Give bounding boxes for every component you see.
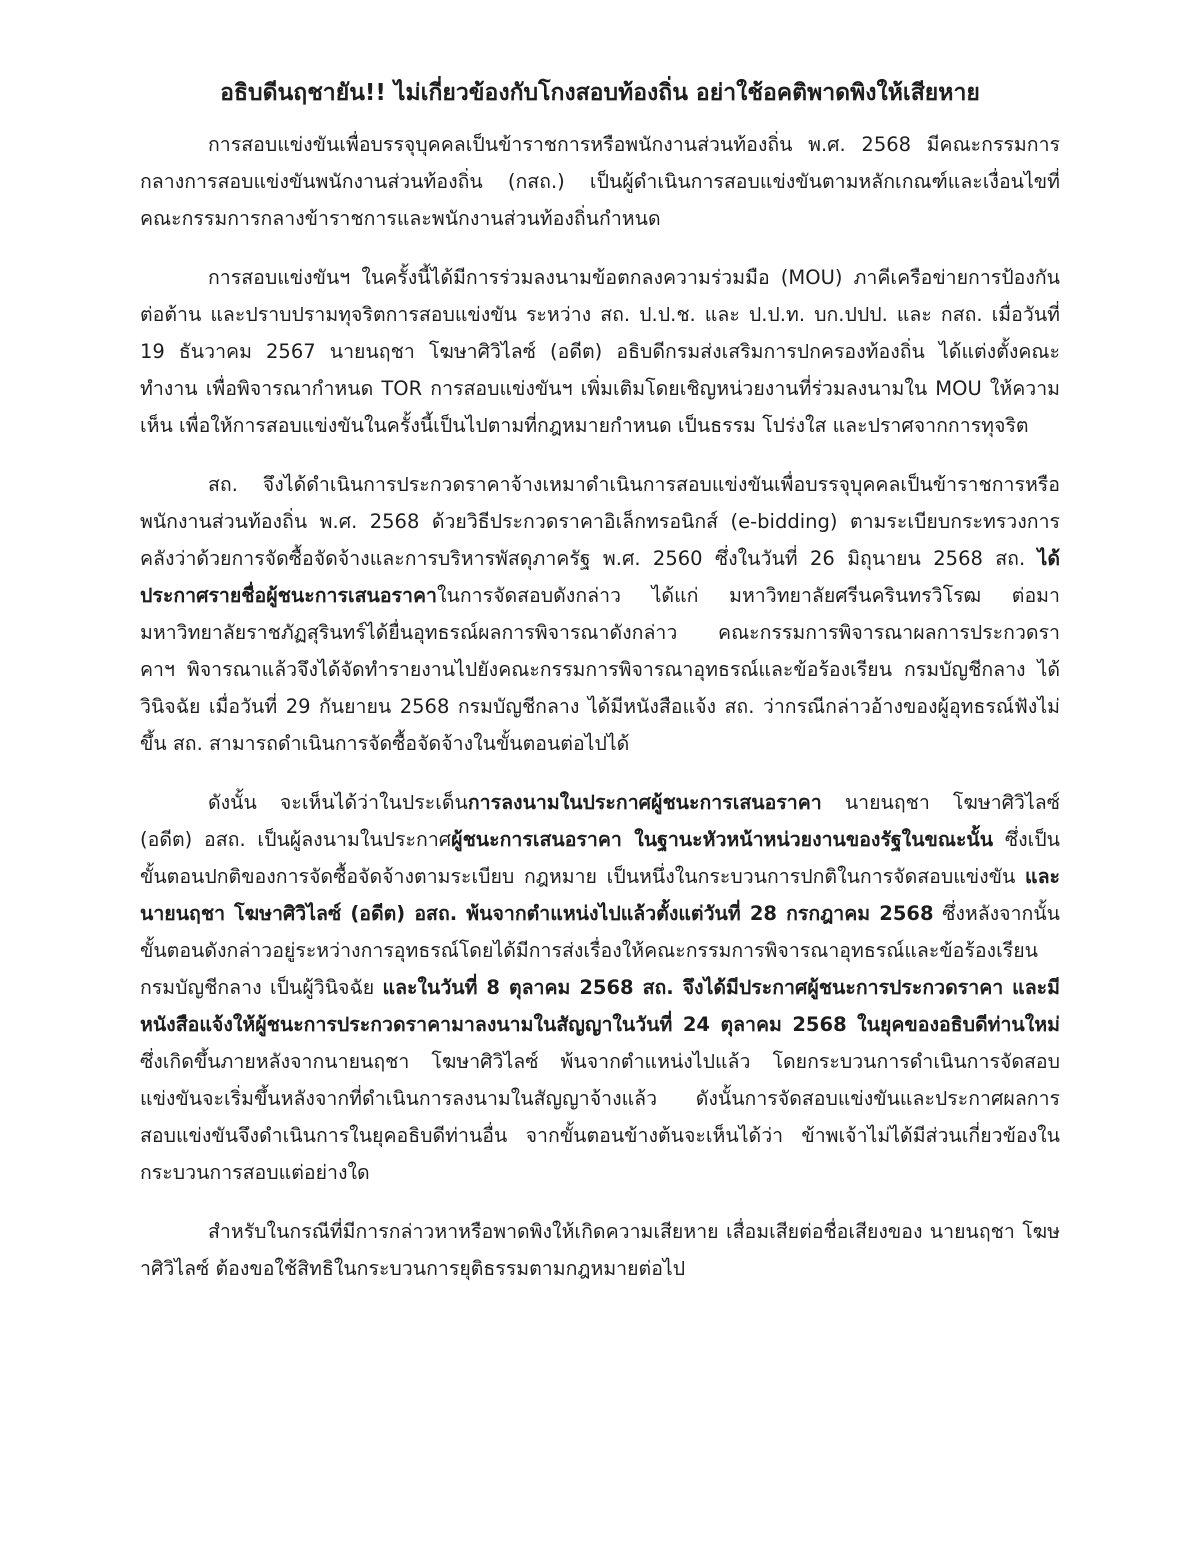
paragraph-text: การสอบแข่งขันฯ ในครั้งนี้ได้มีการร่วมลงนามข้อตกลงความร่วมมือ (MOU) ภาคีเครือข่ายการป้องกัน ต่อต้าน และปราบปรามทุจริตการสอบแข่งขัน ระหว่าง สถ. ป.ป.ช. และ ป.ป.ท. บก.ปปป. และ กสถ. เมื่อวันที่ 19 ธันวาคม 2567 นายนฤชา โฆษาศิวิไลซ์ (อดีต) อธิบดีกรมส่งเสริมการปกครองท้องถิ่น ได้แต่งตั้งคณะทำงาน เพื่อพิจารณากำหนด TOR การสอบแข่งขันฯ เพิ่มเติมโดยเชิญหน่วยงานที่ร่วมลงนามใน MOU ให้ความเห็น เพื่อให้การสอบแข่งขันในครั้งนี้เป็นไปตามที่กฎหมายกำหนด เป็นธรรม โปร่งใส และปราศจากการทุจริต xyxy=(140,266,1060,437)
paragraph-bold-text: ได้ประกาศรายชื่อผู้ชนะการเสนอราคา xyxy=(140,547,1060,607)
document-title: อธิบดีนฤชายัน!! ไม่เกี่ยวข้องกับโกงสอบท้องถิ่น อย่าใช้อคติพาดพิงให้เสียหาย xyxy=(220,80,980,106)
paragraph-committee xyxy=(140,126,1060,237)
paragraph-bold-text: และนายนฤชา โฆษาศิวิไลซ์ (อดีต) อสถ. พ้นจากตำแหน่งไปแล้วตั้งแต่วันที่ 28 กรกฎาคม 2568 xyxy=(140,865,1060,925)
paragraph-bold-text: ผู้ชนะการเสนอราคา ในฐานะหัวหน้าหน่วยงานของรัฐในขณะนั้น xyxy=(451,828,994,851)
paragraph-text: ซึ่งเกิดขึ้นภายหลังจากนายนฤชา โฆษาศิวิไลซ์ พ้นจากตำแหน่งไปแล้ว โดยกระบวนการดำเนินการจัดสอบแข่งขันจะเริ่มขึ้นหลังจากที่ดำเนินการลงนามในสัญญาจ้างแล้ว ดังนั้นการจัดสอบแข่งขันและประกาศผลการสอบแข่งขันจึงดำเนินการในยุคอธิบดีท่านอื่น จากขั้นตอนข้างต้นจะเห็นได้ว่า ข้าพเจ้าไม่ได้มีส่วนเกี่ยวข้องในกระบวนการสอบแต่อย่างใด xyxy=(140,1050,1060,1184)
paragraph-text: สำหรับในกรณีที่มีการกล่าวหาหรือพาดพิงให้เกิดความเสียหาย เสื่อมเสียต่อชื่อเสียงของ นายนฤชา โฆษาศิวิไลซ์ ต้องขอใช้สิทธิในกระบวนการยุติธรรมตามกฎหมายต่อไป xyxy=(140,1220,1060,1280)
paragraph-text: ในการจัดสอบดังกล่าว ได้แก่ มหาวิทยาลัยศรีนครินทรวิโรฒ ต่อมามหาวิทยาลัยราชภัฏสุรินทร์ได้ยื่นอุทธรณ์ผลการพิจารณาดังกล่าว คณะกรรมการพิจารณาผลการประกวดราคาฯ พิจารณาแล้วจึงได้จัดทำรายงานไปยังคณะกรรมการพิจารณาอุทธรณ์และข้อร้องเรียน กรมบัญชีกลาง ได้วินิจฉัย เมื่อวันที่ 29 กันยายน 2568 กรมบัญชีกลาง ได้มีหนังสือแจ้ง สถ. ว่ากรณีกล่าวอ้างของผู้อุทธรณ์ฟังไม่ขึ้น สถ. สามารถดำเนินการจัดซื้อจัดจ้างในขั้นตอนต่อไปได้ xyxy=(140,584,1060,755)
paragraph-text: ซึ่งเป็นขั้นตอนปกติของการจัดซื้อจัดจ้างตามระเบียบ กฎหมาย เป็นหนึ่งในกระบวนการปกติในการจัดสอบแข่งขัน xyxy=(140,828,1060,888)
paragraph-legal-action xyxy=(140,1213,1060,1287)
paragraph-text: ดังนั้น จะเห็นได้ว่าในประเด็น xyxy=(208,791,468,814)
paragraph-mou xyxy=(140,259,1060,444)
paragraph-conclusion xyxy=(140,784,1060,1191)
paragraph-bold-text: การลงนามในประกาศผู้ชนะการเสนอราคา xyxy=(467,791,822,814)
paragraph-text: สถ. จึงได้ดำเนินการประกวดราคาจ้างเหมาดำเนินการสอบแข่งขันเพื่อบรรจุบุคคลเป็นข้าราชการหรือพนักงานส่วนท้องถิ่น พ.ศ. 2568 ด้วยวิธีประกวดราคาอิเล็กทรอนิกส์ (e-bidding) ตามระเบียบกระทรวงการคลังว่าด้วยการจัดซื้อจัดจ้างและการบริหารพัสดุภาครัฐ พ.ศ. 2560 ซึ่งในวันที่ 26 มิถุนายน 2568 สถ. xyxy=(140,473,1060,570)
paragraph-text: นายนฤชา โฆษาศิวิไลซ์ (อดีต) อสถ. เป็นผู้ลงนามในประกาศ xyxy=(140,791,1060,851)
paragraph-bold-text: และในวันที่ 8 ตุลาคม 2568 สถ. จึงได้มีประกาศผู้ชนะการประกวดราคา และมีหนังสือแจ้งให้ผู้ชนะการประกวดราคามาลงนามในสัญญาในวันที่ 24 ตุลาคม 2568 ในยุคของอธิบดีท่านใหม่ xyxy=(140,976,1061,1036)
paragraph-text: ซึ่งหลังจากนั้นขั้นตอนดังกล่าวอยู่ระหว่างการอุทธรณ์โดยได้มีการส่งเรื่องให้คณะกรรมการพิจารณาอุทธรณ์และข้อร้องเรียน กรมบัญชีกลาง เป็นผู้วินิจฉัย xyxy=(140,902,1061,999)
paragraph-text: การสอบแข่งขันเพื่อบรรจุบุคคลเป็นข้าราชการหรือพนักงานส่วนท้องถิ่น พ.ศ. 2568 มีคณะกรรมการกลางการสอบแข่งขันพนักงานส่วนท้องถิ่น (กสถ.) เป็นผู้ดำเนินการสอบแข่งขันตามหลักเกณฑ์และเงื่อนไขที่คณะกรรมการกลางข้าราชการและพนักงานส่วนท้องถิ่นกำหนด xyxy=(140,133,1060,230)
paragraph-bidding xyxy=(140,466,1060,762)
